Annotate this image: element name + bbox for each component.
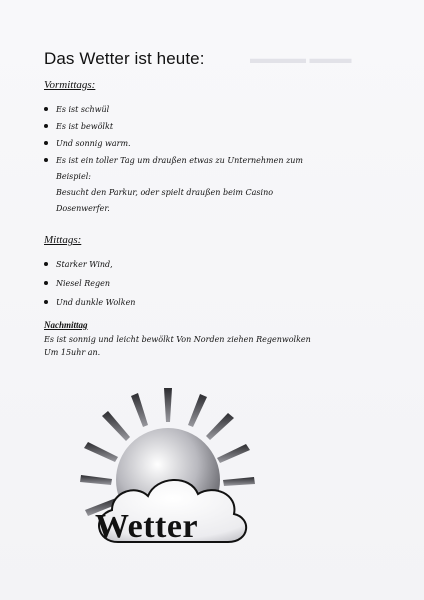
list-item-text: Und sonnig warm. (56, 139, 131, 148)
bullet-icon (44, 300, 48, 304)
list-item (40, 121, 390, 132)
bullet-icon (44, 262, 48, 266)
list-mittags (40, 259, 390, 314)
bullet-icon (44, 107, 48, 111)
list-item-continuation: Besucht den Parkur, oder spielt draußen beim Casino (56, 188, 274, 197)
list-item (40, 104, 390, 115)
list-item-continuation: Dosenwerfer. (56, 204, 110, 213)
list-item-text: Und dunkle Wolken (56, 298, 136, 307)
logo-wordmark: Wetter (95, 508, 199, 545)
bullet-icon (44, 281, 48, 285)
list-item (40, 278, 390, 289)
nachmittag-paragraph (44, 333, 394, 359)
list-item (40, 138, 390, 149)
list-item-text: Starker Wind, (56, 260, 113, 269)
bullet-icon (44, 141, 48, 145)
list-item (40, 259, 390, 270)
section-heading-vormittags: Vormittags: (44, 79, 96, 91)
list-vormittags (40, 104, 390, 220)
list-item-text: Es ist bewölkt (56, 122, 114, 131)
bleed-through-text: ▬▬▬▬ ▬▬▬ (250, 52, 352, 67)
list-item-text: Niesel Regen (56, 279, 110, 288)
list-item-continuation: Beispiel: (56, 172, 91, 181)
list-item (40, 155, 390, 214)
section-heading-mittags: Mittags: (44, 234, 82, 246)
page-title: Das Wetter ist heute: (44, 49, 205, 68)
bullet-icon (44, 158, 48, 162)
list-item (40, 297, 390, 308)
section-heading-nachmittag: Nachmittag (44, 320, 88, 330)
paragraph-line: Um 15uhr an. (44, 348, 101, 357)
paragraph-line: Es ist sonnig und leicht bewölkt Von Norden ziehen Regenwolken (44, 335, 311, 344)
bullet-icon (44, 124, 48, 128)
list-item-text: Es ist ein toller Tag um draußen etwas zu Unternehmen zum (56, 156, 304, 165)
list-item-text: Es ist schwül (56, 105, 110, 114)
